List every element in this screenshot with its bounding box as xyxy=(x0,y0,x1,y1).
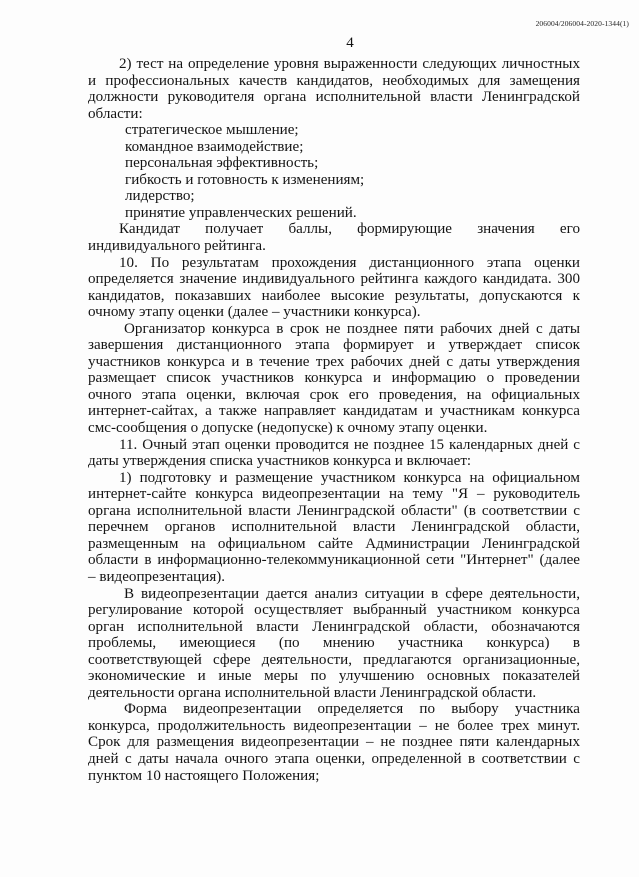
list-item: лидерство; xyxy=(125,188,195,205)
paragraph-candidate-points: Кандидат получает баллы, формирующие значения его индивидуального рейтинга. xyxy=(88,221,580,255)
list-item: командное взаимодействие; xyxy=(125,138,304,155)
paragraph-analysis: В видеопрезентации дается анализ ситуации в сфере деятельности, регулирование которой осуществляет выбранный участником конкурса орган исполнительной власти Ленинградской области, обозначаются проблемы, имеющиеся (по мнению участника конкурса) в соответствующей сфере деятельности, предлагаются организационные, экономические и иные меры по улучшению основных показателей деятельности органа исполнительной власти Ленинградской области. xyxy=(88,585,580,701)
list-item: стратегическое мышление; xyxy=(125,122,299,139)
paragraph-11: 11. Очный этап оценки проводится не позднее 15 календарных дней с даты утверждения списка участников конкурса и включает: xyxy=(88,436,580,470)
document-body xyxy=(88,56,580,784)
paragraph-11-1: 1) подготовку и размещение участником конкурса на официальном интернет-сайте конкурса видеопрезентации на тему "Я – руководитель органа исполнительной власти Ленинградской области" (в соответствии с перечнем органов исполнительной власти Ленинградской области, размещенным на официальном сайте Администрации Ленинградской области в информационно-телекоммуникационной сети "Интернет" (далее – видеопрезентация). xyxy=(88,469,580,585)
document-id: 206004/206004-2020-1344(1) xyxy=(535,19,629,28)
paragraph-10: 10. По результатам прохождения дистанционного этапа оценки определяется значение индивидуального рейтинга каждого кандидата. 300 кандидатов, показавших наиболее высокие результаты, допускаются к очному этапу оценки (далее – участники конкурса). xyxy=(88,254,580,321)
page-number: 4 xyxy=(346,35,354,51)
paragraph-test-intro: 2) тест на определение уровня выраженности следующих личностных и профессиональных качеств кандидатов, необходимых для замещения должности руководителя органа исполнительной власти Ленинградской области: xyxy=(88,56,580,122)
paragraph-form: Форма видеопрезентации определяется по выбору участника конкурса, продолжительность видеопрезентации – не более трех минут. Срок для размещения видеопрезентации – не позднее пяти календарных дней с даты начала очного этапа оценки, определенной в соответствии с пунктом 10 настоящего Положения; xyxy=(88,701,580,784)
list-item: принятие управленческих решений. xyxy=(125,204,357,221)
list-item: персональная эффективность; xyxy=(125,155,319,172)
list-item: гибкость и готовность к изменениям; xyxy=(125,171,365,188)
paragraph-organizer: Организатор конкурса в срок не позднее пяти рабочих дней с даты завершения дистанционного этапа формирует и утверждает список участников конкурса и в течение трех рабочих дней с даты утверждения размещает список участников конкурса и информацию о проведении очного этапа оценки, включая срок его проведения, на официальных интернет-сайтах, а также направляет кандидатам и участникам конкурса смс-сообщения о допуске (недопуске) к очному этапу оценки. xyxy=(88,320,580,437)
